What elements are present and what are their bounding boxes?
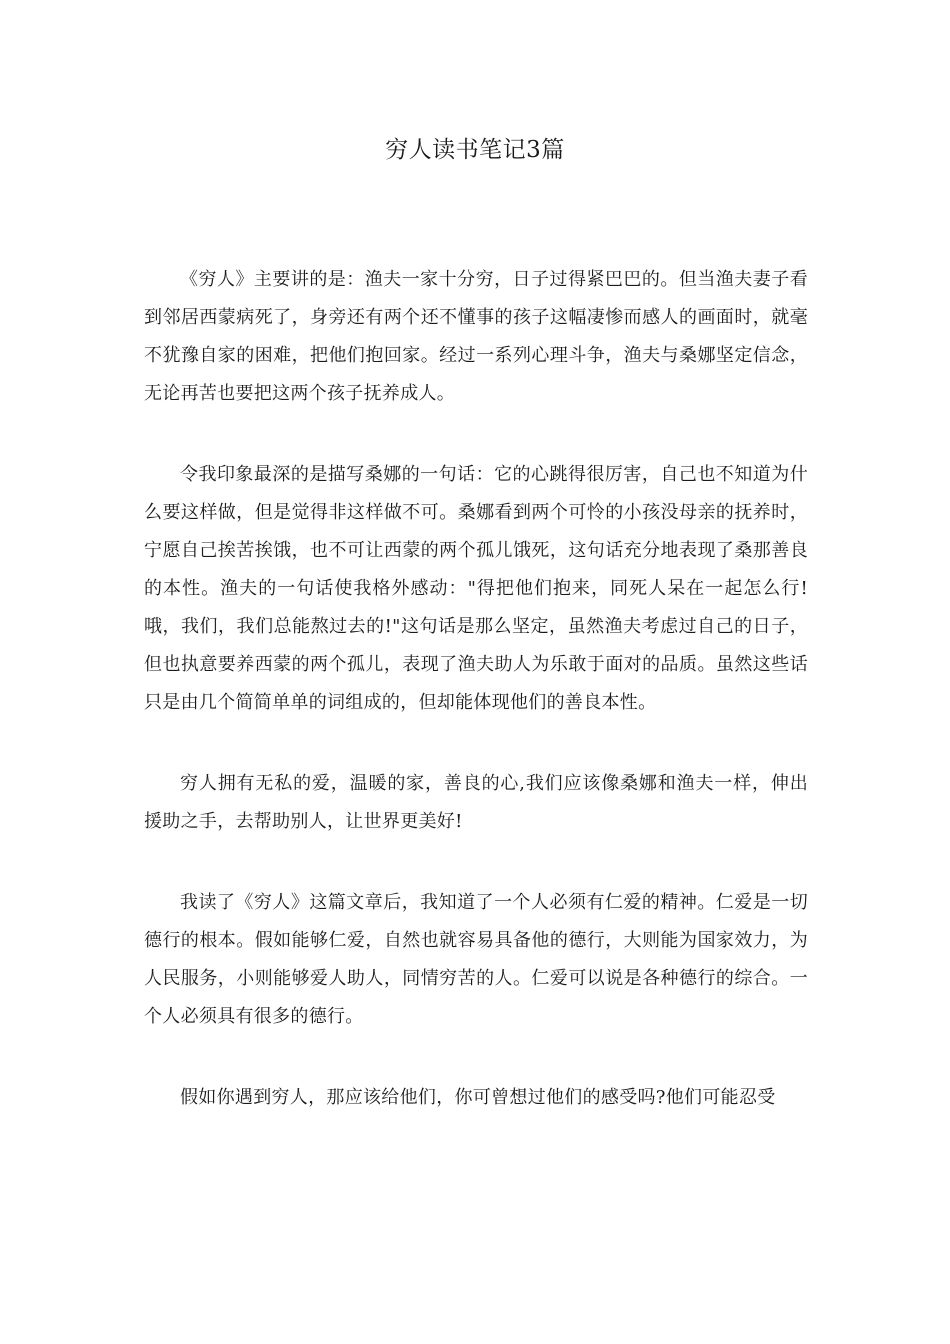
paragraph: 《穷人》主要讲的是：渔夫一家十分穷，日子过得紧巴巴的。但当渔夫妻子看到邻居西蒙病死了，身旁还有两个还不懂事的孩子这幅凄惨而感人的画面时，就毫不犹豫自家的困难，把他们抱回家。经过一系列心理斗争，渔夫与桑娜坚定信念，无论再苦也要把这两个孩子抚养成人。 <box>144 269 808 404</box>
paragraph: 穷人拥有无私的爱，温暖的家，善良的心,我们应该像桑娜和渔夫一样，伸出援助之手，去帮助别人，让世界更美好! <box>144 773 808 832</box>
paragraph: 令我印象最深的是描写桑娜的一句话：它的心跳得很厉害，自己也不知道为什么要这样做，但是觉得非这样做不可。桑娜看到两个可怜的小孩没母亲的抚养时，宁愿自己挨苦挨饿，也不可让西蒙的两个孤儿饿死，这句话充分地表现了桑那善良的本性。渔夫的一句话使我格外感动："得把他们抱来，同死人呆在一起怎么行!哦，我们，我们总能熬过去的!"这句话是那么坚定，虽然渔夫考虑过自己的日子，但也执意要养西蒙的两个孤儿，表现了渔夫助人为乐敢于面对的品质。虽然这些话只是由几个简简单单的词组成的，但却能体现他们的善良本性。 <box>144 464 808 713</box>
paragraph: 假如你遇到穷人，那应该给他们，你可曾想过他们的感受吗?他们可能忍受 <box>180 1087 776 1108</box>
document-body <box>144 261 808 1160</box>
paragraph: 我读了《穷人》这篇文章后，我知道了一个人必须有仁爱的精神。仁爱是一切德行的根本。假如能够仁爱，自然也就容易具备他的德行，大则能为国家效力，为人民服务，小则能够爱人助人，同情穷苦的人。仁爱可以说是各种德行的综合。一个人必须具有很多的德行。 <box>144 892 808 1027</box>
document-title: 穷人读书笔记3篇 <box>385 137 565 163</box>
